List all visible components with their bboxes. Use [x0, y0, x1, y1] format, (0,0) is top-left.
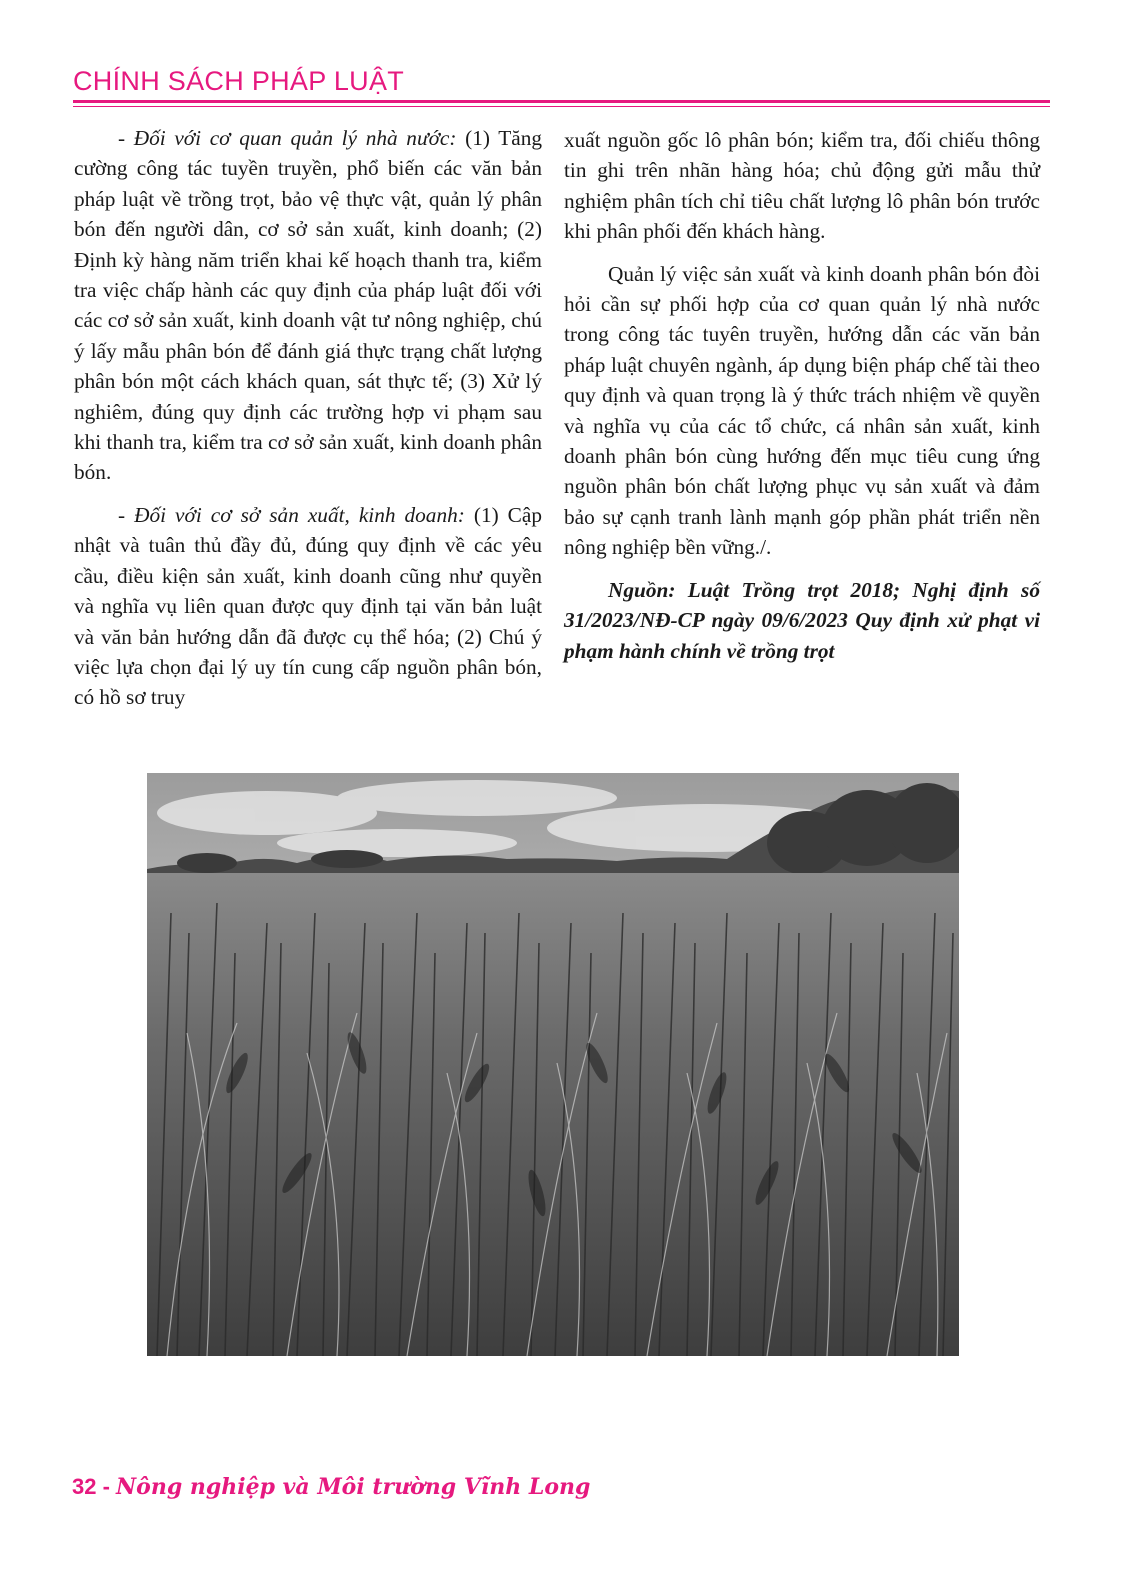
paragraph-businesses [74, 500, 542, 713]
magazine-name: Nông nghiệp và Môi trường Vĩnh Long [116, 1474, 591, 1500]
field-base [147, 873, 959, 1356]
right-column [564, 125, 1040, 678]
page-number: 32 [72, 1474, 97, 1499]
footer-separator: - [96, 1474, 117, 1499]
rice-field-photo [147, 773, 959, 1356]
paragraph-lead: - Đối với cơ quan quản lý nhà nước: [118, 126, 457, 150]
page-footer [72, 1474, 590, 1500]
paragraph-body: (1) Cập nhật và tuân thủ đầy đủ, đúng quy định về các yêu cầu, điều kiện sản xuất, kinh doanh cũng như quyền và nghĩa vụ liên quan được quy định tại văn bản luật và văn bản hướng dẫn đã được cụ thể hóa; (2) Chú ý việc lựa chọn đại lý uy tín cung cấp nguồn phân bón, có hồ sơ truy [74, 502, 542, 710]
header-rule-thin [73, 106, 1050, 107]
paragraph-lead: - Đối với cơ sở sản xuất, kinh doanh: [118, 502, 465, 527]
paragraph-continuation: xuất nguồn gốc lô phân bón; kiểm tra, đối chiếu thông tin ghi trên nhãn hàng hóa; chủ động gửi mẫu thử nghiệm phân tích chỉ tiêu chất lượng lô phân bón trước khi phân phối đến khách hàng. [564, 128, 1040, 244]
rice-field-illustration [147, 773, 959, 1356]
paragraph-conclusion: Quản lý việc sản xuất và kinh doanh phân bón đòi hỏi cần sự phối hợp của cơ quan quản lý nhà nước trong công tác tuyên truyền, hướng dẫn các văn bản pháp luật chuyên ngành, áp dụng biện pháp chế tài theo quy định và quan trọng là ý thức trách nhiệm về quyền và nghĩa vụ của các tổ chức, cá nhân sản xuất, kinh doanh phân bón cùng hướng đến mục tiêu cung ứng nguồn phân bón chất lượng phục vụ sản xuất và đảm bảo sự cạnh tranh lành mạnh góp phần phát triển nền nông nghiệp bền vững./. [564, 261, 1040, 560]
source-citation: Nguồn: Luật Trồng trọt 2018; Nghị định số 31/2023/NĐ-CP ngày 09/6/2023 Quy định xử phạt vi phạm hành chính về trồng trọt [564, 577, 1040, 663]
left-column [74, 123, 542, 725]
section-title: CHÍNH SÁCH PHÁP LUẬT [73, 66, 405, 96]
paragraph-body: (1) Tăng cường công tác tuyền truyền, phổ biến các văn bản pháp luật về trồng trọt, bảo vệ thực vật, quản lý phân bón đến người dân, cơ sở sản xuất, kinh doanh; (2) Định kỳ hàng năm triển khai kế hoạch thanh tra, kiểm tra việc chấp hành các quy định của pháp luật đối với các cơ sở sản xuất, kinh doanh vật tư nông nghiệp, chú ý lấy mẫu phân bón để đánh giá thực trạng chất lượng phân bón một cách khách quan, sát thực tế; (3) Xử lý nghiêm, đúng quy định các trường hợp vi phạm sau khi thanh tra, kiểm tra cơ sở sản xuất, kinh doanh phân bón. [74, 126, 542, 485]
paragraph-state-agencies [74, 123, 542, 488]
header-rule-thick [73, 100, 1050, 103]
